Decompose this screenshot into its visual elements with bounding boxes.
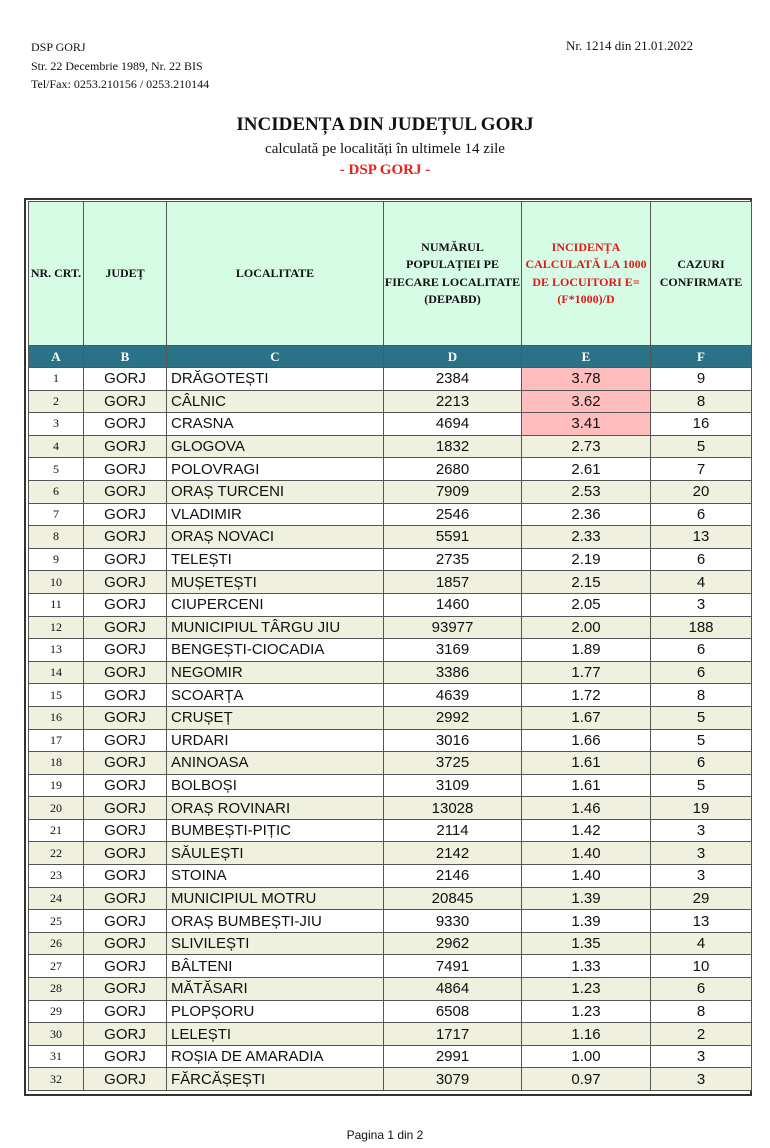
row-localitate: VLADIMIR [167,503,384,526]
table-header-row [29,202,752,346]
row-cazuri: 6 [651,752,752,775]
row-cazuri: 20 [651,480,752,503]
row-judet: GORJ [84,684,167,707]
row-cazuri: 4 [651,571,752,594]
table-row [29,1068,752,1091]
row-cazuri: 19 [651,797,752,820]
row-incidenta: 3.41 [522,413,651,436]
table-row [29,684,752,707]
row-populatie: 7909 [384,480,522,503]
row-judet: GORJ [84,1000,167,1023]
row-judet: GORJ [84,1068,167,1091]
table-row [29,571,752,594]
row-cazuri: 5 [651,729,752,752]
row-localitate: ORAȘ NOVACI [167,526,384,549]
row-localitate: BENGEȘTI-CIOCADIA [167,639,384,662]
row-number: 5 [29,458,84,481]
row-number: 19 [29,774,84,797]
row-populatie: 13028 [384,797,522,820]
row-number: 26 [29,932,84,955]
row-judet: GORJ [84,1023,167,1046]
row-incidenta: 1.40 [522,842,651,865]
row-cazuri: 6 [651,639,752,662]
table-row [29,413,752,436]
row-incidenta: 2.05 [522,593,651,616]
row-cazuri: 7 [651,458,752,481]
row-judet: GORJ [84,526,167,549]
row-cazuri: 6 [651,661,752,684]
row-cazuri: 13 [651,526,752,549]
row-number: 10 [29,571,84,594]
column-letter-f: F [651,346,752,368]
row-incidenta: 1.61 [522,774,651,797]
row-localitate: SCOARȚA [167,684,384,707]
row-populatie: 4864 [384,978,522,1001]
row-cazuri: 8 [651,684,752,707]
row-populatie: 2962 [384,932,522,955]
row-populatie: 2384 [384,368,522,391]
row-localitate: BÂLTENI [167,955,384,978]
row-localitate: ORAȘ TURCENI [167,480,384,503]
row-populatie: 3016 [384,729,522,752]
table-row [29,932,752,955]
table-row [29,593,752,616]
row-localitate: MUNICIPIUL MOTRU [167,887,384,910]
table-row [29,503,752,526]
row-localitate: CIUPERCENI [167,593,384,616]
row-incidenta: 1.33 [522,955,651,978]
table-row [29,661,752,684]
row-judet: GORJ [84,887,167,910]
row-cazuri: 3 [651,593,752,616]
row-number: 21 [29,819,84,842]
row-judet: GORJ [84,1045,167,1068]
page-footer: Pagina 1 din 2 [346,1128,424,1142]
row-incidenta: 1.77 [522,661,651,684]
org-address: Str. 22 Decembrie 1989, Nr. 22 BIS [31,58,203,73]
row-localitate: SLIVILEȘTI [167,932,384,955]
incidence-table [28,201,752,1091]
row-judet: GORJ [84,865,167,888]
row-incidenta: 1.23 [522,1000,651,1023]
row-incidenta: 1.66 [522,729,651,752]
header-populatie: NUMĂRUL POPULAȚIEI PE FIECARE LOCALITATE (DEPABD) [384,202,522,346]
row-incidenta: 1.89 [522,639,651,662]
row-populatie: 2114 [384,819,522,842]
row-cazuri: 188 [651,616,752,639]
column-letter-d: D [384,346,522,368]
row-incidenta: 1.72 [522,684,651,707]
row-judet: GORJ [84,910,167,933]
row-judet: GORJ [84,368,167,391]
row-number: 25 [29,910,84,933]
row-incidenta: 1.40 [522,865,651,888]
row-cazuri: 5 [651,774,752,797]
row-judet: GORJ [84,797,167,820]
row-number: 15 [29,684,84,707]
row-number: 1 [29,368,84,391]
row-judet: GORJ [84,752,167,775]
row-cazuri: 5 [651,435,752,458]
row-cazuri: 3 [651,1068,752,1091]
row-localitate: PLOPȘORU [167,1000,384,1023]
header-incidenta: INCIDENȚA CALCULATĂ LA 1000 DE LOCUITORI E=(F*1000)/D [522,202,651,346]
table-row [29,865,752,888]
row-localitate: BOLBOȘI [167,774,384,797]
page-subtitle-source: - DSP GORJ - [339,162,431,178]
table-row [29,368,752,391]
row-cazuri: 9 [651,368,752,391]
row-populatie: 3109 [384,774,522,797]
row-populatie: 4694 [384,413,522,436]
row-populatie: 7491 [384,955,522,978]
row-cazuri: 29 [651,887,752,910]
row-number: 4 [29,435,84,458]
row-judet: GORJ [84,774,167,797]
row-judet: GORJ [84,571,167,594]
row-cazuri: 4 [651,932,752,955]
row-incidenta: 0.97 [522,1068,651,1091]
table-row [29,706,752,729]
row-number: 6 [29,480,84,503]
row-populatie: 3725 [384,752,522,775]
row-localitate: CRASNA [167,413,384,436]
row-number: 27 [29,955,84,978]
row-incidenta: 2.19 [522,548,651,571]
column-letter-a: A [29,346,84,368]
row-judet: GORJ [84,819,167,842]
row-incidenta: 2.73 [522,435,651,458]
row-populatie: 20845 [384,887,522,910]
row-cazuri: 6 [651,503,752,526]
document-number: Nr. 1214 din 21.01.2022 [566,38,694,53]
header-nr: NR. CRT. [29,202,84,346]
row-cazuri: 6 [651,978,752,1001]
row-cazuri: 16 [651,413,752,436]
row-judet: GORJ [84,955,167,978]
table-row [29,458,752,481]
row-cazuri: 13 [651,910,752,933]
table-row [29,480,752,503]
row-incidenta: 2.53 [522,480,651,503]
row-localitate: ORAȘ ROVINARI [167,797,384,820]
row-localitate: STOINA [167,865,384,888]
row-populatie: 2213 [384,390,522,413]
row-localitate: ANINOASA [167,752,384,775]
table-row [29,616,752,639]
table-row [29,978,752,1001]
column-letter-e: E [522,346,651,368]
row-incidenta: 2.15 [522,571,651,594]
row-cazuri: 8 [651,390,752,413]
table-row [29,548,752,571]
table-row [29,729,752,752]
row-localitate: CRUȘEȚ [167,706,384,729]
row-number: 8 [29,526,84,549]
row-judet: GORJ [84,390,167,413]
row-incidenta: 1.61 [522,752,651,775]
row-incidenta: 2.61 [522,458,651,481]
table-row [29,435,752,458]
table-row [29,910,752,933]
row-judet: GORJ [84,593,167,616]
row-incidenta: 1.42 [522,819,651,842]
row-number: 24 [29,887,84,910]
row-cazuri: 6 [651,548,752,571]
row-populatie: 2992 [384,706,522,729]
table-row [29,819,752,842]
row-incidenta: 1.39 [522,910,651,933]
table-row [29,797,752,820]
row-judet: GORJ [84,639,167,662]
row-localitate: ORAȘ BUMBEȘTI-JIU [167,910,384,933]
row-populatie: 93977 [384,616,522,639]
row-cazuri: 2 [651,1023,752,1046]
header-judet: JUDEȚ [84,202,167,346]
table-row [29,1000,752,1023]
row-judet: GORJ [84,706,167,729]
row-localitate: SĂULEȘTI [167,842,384,865]
row-incidenta: 2.36 [522,503,651,526]
table-row [29,842,752,865]
row-number: 12 [29,616,84,639]
row-localitate: BUMBEȘTI-PIȚIC [167,819,384,842]
row-populatie: 3079 [384,1068,522,1091]
table-row [29,639,752,662]
row-judet: GORJ [84,661,167,684]
row-cazuri: 10 [651,955,752,978]
row-populatie: 2146 [384,865,522,888]
row-number: 17 [29,729,84,752]
row-cazuri: 3 [651,819,752,842]
table-row [29,774,752,797]
row-cazuri: 3 [651,1045,752,1068]
row-judet: GORJ [84,932,167,955]
row-populatie: 2142 [384,842,522,865]
row-localitate: MUNICIPIUL TÂRGU JIU [167,616,384,639]
row-populatie: 3169 [384,639,522,662]
row-judet: GORJ [84,435,167,458]
row-incidenta: 1.16 [522,1023,651,1046]
row-number: 32 [29,1068,84,1091]
row-localitate: URDARI [167,729,384,752]
row-cazuri: 8 [651,1000,752,1023]
row-judet: GORJ [84,548,167,571]
row-populatie: 5591 [384,526,522,549]
row-cazuri: 3 [651,842,752,865]
row-judet: GORJ [84,729,167,752]
row-judet: GORJ [84,616,167,639]
row-number: 20 [29,797,84,820]
row-populatie: 2735 [384,548,522,571]
row-localitate: NEGOMIR [167,661,384,684]
row-number: 16 [29,706,84,729]
row-localitate: FĂRCĂȘEȘTI [167,1068,384,1091]
row-localitate: CÂLNIC [167,390,384,413]
table-row [29,1045,752,1068]
row-number: 22 [29,842,84,865]
row-localitate: GLOGOVA [167,435,384,458]
row-populatie: 1717 [384,1023,522,1046]
row-judet: GORJ [84,978,167,1001]
row-number: 13 [29,639,84,662]
row-populatie: 3386 [384,661,522,684]
row-incidenta: 1.39 [522,887,651,910]
table-row [29,526,752,549]
row-judet: GORJ [84,458,167,481]
table-row [29,1023,752,1046]
row-incidenta: 3.78 [522,368,651,391]
row-populatie: 6508 [384,1000,522,1023]
page-subtitle: calculată pe localități în ultimele 14 zile [265,141,505,157]
row-incidenta: 1.00 [522,1045,651,1068]
row-number: 29 [29,1000,84,1023]
row-number: 18 [29,752,84,775]
row-number: 30 [29,1023,84,1046]
row-incidenta: 1.67 [522,706,651,729]
table-body [29,368,752,1091]
row-incidenta: 2.33 [522,526,651,549]
header-cazuri: CAZURI CONFIRMATE [651,202,752,346]
row-cazuri: 3 [651,865,752,888]
row-incidenta: 3.62 [522,390,651,413]
row-number: 28 [29,978,84,1001]
row-number: 11 [29,593,84,616]
row-populatie: 4639 [384,684,522,707]
table-row [29,887,752,910]
row-cazuri: 5 [651,706,752,729]
row-localitate: LELEȘTI [167,1023,384,1046]
row-judet: GORJ [84,413,167,436]
row-incidenta: 2.00 [522,616,651,639]
table-row [29,955,752,978]
row-judet: GORJ [84,480,167,503]
row-localitate: MĂTĂSARI [167,978,384,1001]
header-localitate: LOCALITATE [167,202,384,346]
row-populatie: 1857 [384,571,522,594]
page-title: INCIDENȚA DIN JUDEȚUL GORJ [236,114,534,135]
row-localitate: DRĂGOTEȘTI [167,368,384,391]
table-row [29,390,752,413]
row-incidenta: 1.35 [522,932,651,955]
row-localitate: TELEȘTI [167,548,384,571]
row-populatie: 1832 [384,435,522,458]
row-populatie: 1460 [384,593,522,616]
row-number: 9 [29,548,84,571]
row-judet: GORJ [84,503,167,526]
row-localitate: POLOVRAGI [167,458,384,481]
row-localitate: MUȘETEȘTI [167,571,384,594]
row-populatie: 2546 [384,503,522,526]
row-number: 2 [29,390,84,413]
column-letter-b: B [84,346,167,368]
row-number: 23 [29,865,84,888]
row-incidenta: 1.23 [522,978,651,1001]
row-number: 14 [29,661,84,684]
row-populatie: 9330 [384,910,522,933]
org-name: DSP GORJ [31,40,86,54]
row-populatie: 2680 [384,458,522,481]
row-number: 3 [29,413,84,436]
row-populatie: 2991 [384,1045,522,1068]
row-localitate: ROȘIA DE AMARADIA [167,1045,384,1068]
row-incidenta: 1.46 [522,797,651,820]
table-letter-row [29,346,752,368]
table-row [29,752,752,775]
row-number: 31 [29,1045,84,1068]
letterhead [31,38,209,94]
org-phone: Tel/Fax: 0253.210156 / 0253.210144 [31,77,210,91]
column-letter-c: C [167,346,384,368]
row-number: 7 [29,503,84,526]
row-judet: GORJ [84,842,167,865]
